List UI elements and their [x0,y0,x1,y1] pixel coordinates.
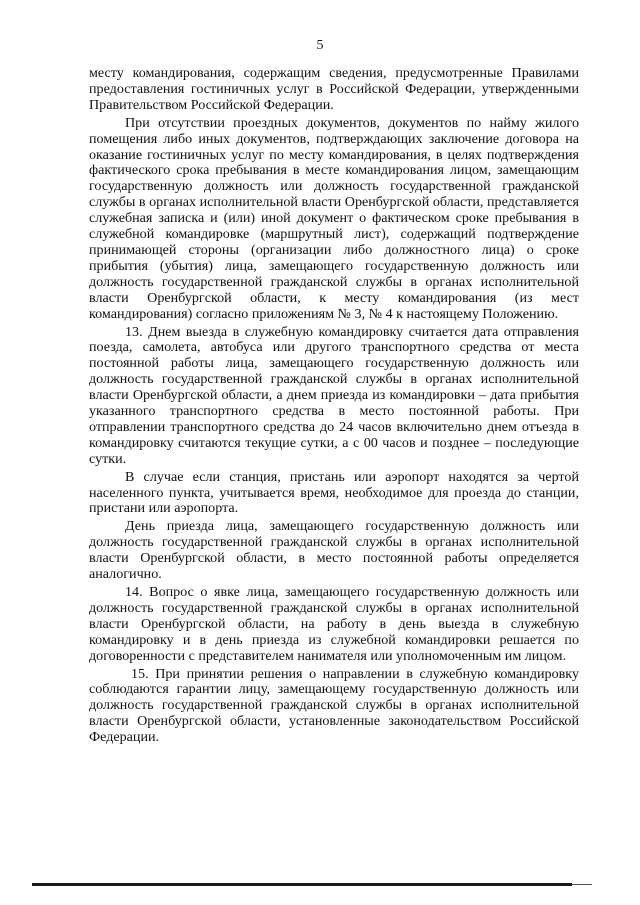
paragraph-station: В случае если станция, пристань или аэропорт находятся за чертой населенного пункта, учитывается время, необходимое для проезда до станции, пристани или аэропорта. [89,468,579,517]
page-bottom-rule [32,883,572,886]
paragraph-arrival-day: День приезда лица, замещающего государственную должность или должность государственной гражданской службы в органах исполнительной власти Оренбургской области, в место постоянной работы определяется аналогично. [89,518,579,583]
page-number: 5 [316,38,324,53]
paragraph-item-14: 14. Вопрос о явке лица, замещающего государственную должность или должность государственной гражданской службы в органах исполнительной власти Оренбургской области, на работу в день выезда в служебную командировку и в день приезда из служебной командировки решается по договоренности с представителем нанимателя или уполномоченным им лицом. [89,584,579,664]
paragraph-item-15: 15. При принятии решения о направлении в служебную командировку соблюдаются гарантии лицу, замещающему государственную должность или должность государственной гражданской службы в органах исполнительной власти Оренбургской области, установленные законодательством Российской Федерации. [89,665,579,746]
paragraph-no-documents: При отсутствии проездных документов, документов по найму жилого помещения либо иных документов, подтверждающих заключение договора на оказание гостиничных услуг по месту командирования, в целях подтверждения фактического срока пребывания в месте командирования лицом, замещающим государственную должность или должность государственной гражданской службы в органах исполнительной власти Оренбургской области, представляется служебная записка и (или) иной документ о фактическом сроке пребывания в служебной командировке (маршрутный лист), содержащий подтверждение принимающей стороны (организации либо должностного лица) о сроке прибытия (убытия) лица, замещающего государственную должность или должность государственной гражданской службы в органах исполнительной власти Оренбургской области, к месту командирования (из мест командирования) согласно приложениям № 3, № 4 к настоящему Положению. [89,114,579,322]
document-body [89,66,579,746]
paragraph-item-13: 13. Днем выезда в служебную командировку считается дата отправления поезда, самолета, автобуса или другого транспортного средства от места постоянной работы лица, замещающего государственную должность или должность государственной гражданской службы в органах исполнительной власти Оренбургской области, а днем приезда из командировки – дата прибытия указанного транспортного средства в место постоянной работы. При отправлении транспортного средства до 24 часов включительно днем отъезда в командировку считаются текущие сутки, а с 00 часов и позднее – последующие сутки. [89,323,579,467]
paragraph-continuation: месту командирования, содержащим сведения, предусмотренные Правилами предоставления гостиничных услуг в Российской Федерации, утвержденными Правительством Российской Федерации. [89,65,579,113]
page-bottom-rule-tail [572,884,592,885]
